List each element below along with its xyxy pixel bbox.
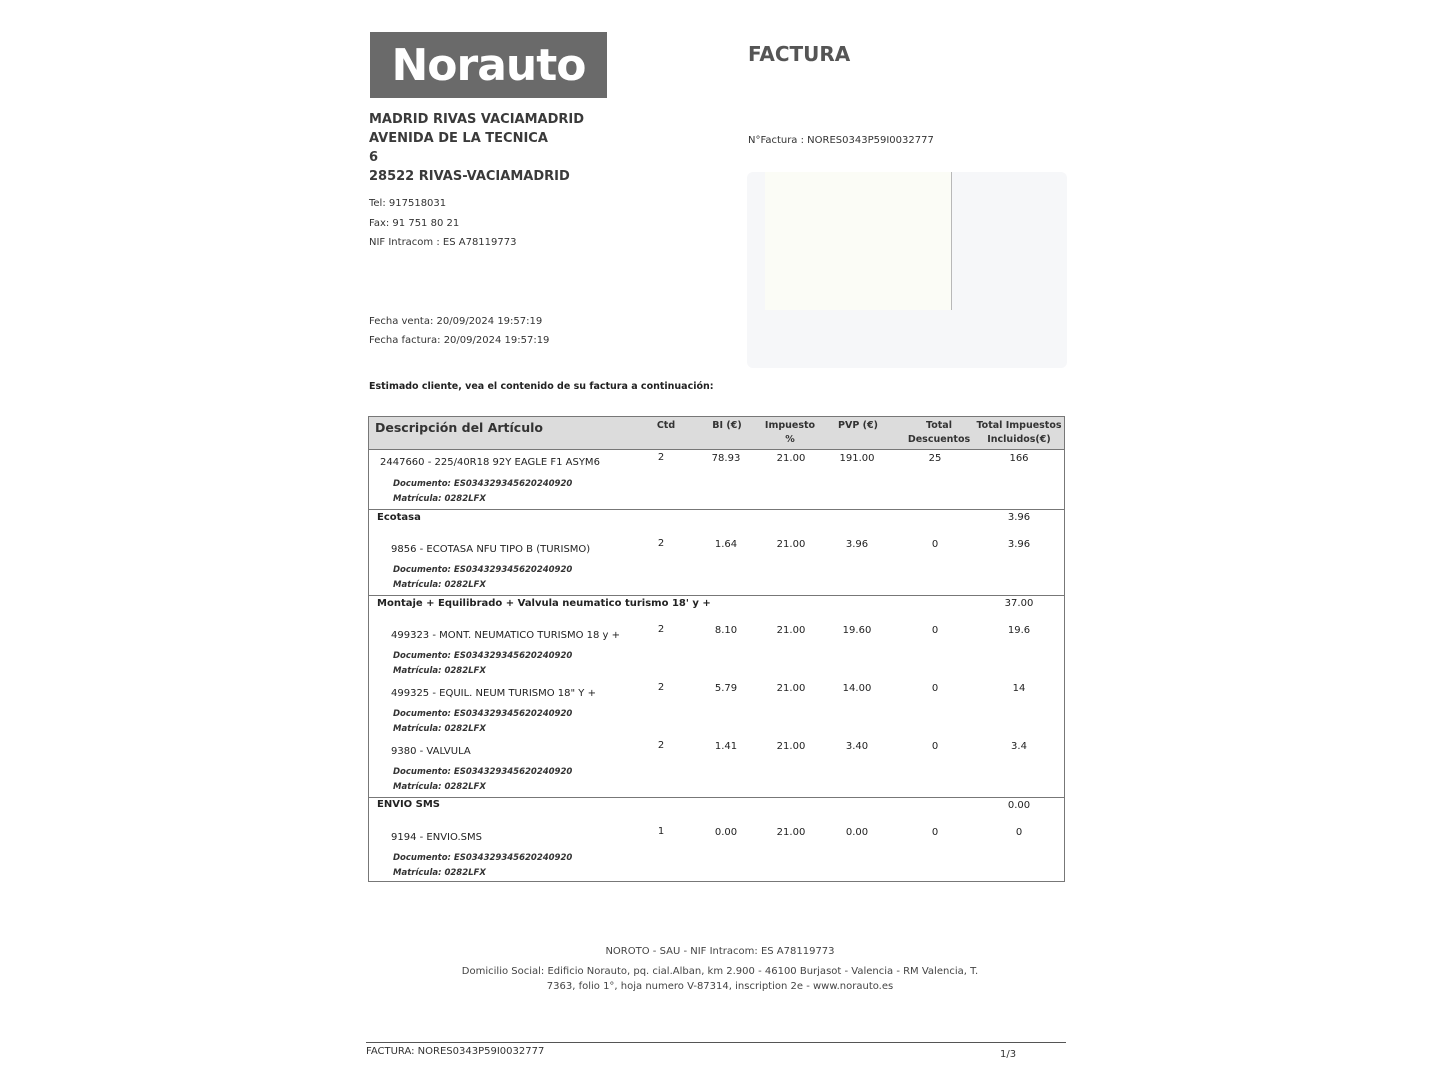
item-description: 2447660 - 225/40R18 92Y EAGLE F1 ASYM6 xyxy=(380,457,600,468)
item-bi: 1.64 xyxy=(714,539,738,550)
footer-address-line2: 7363, folio 1°, hoja numero V-87314, inscription 2e - www.norauto.es xyxy=(546,981,894,992)
item-tax: 21.00 xyxy=(776,625,806,636)
item-tax: 21.00 xyxy=(776,539,806,550)
item-discount: 0 xyxy=(931,539,939,550)
document-title: FACTURA xyxy=(748,42,851,66)
header-description: Descripción del Artículo xyxy=(375,420,543,435)
invoice-table xyxy=(368,416,1065,882)
item-pvp: 0.00 xyxy=(845,827,869,838)
store-street: AVENIDA DE LA TECNICA xyxy=(369,131,548,146)
header-tax-line1: Impuesto xyxy=(764,420,816,431)
item-plate: Matrícula: 0282LFX xyxy=(393,666,486,676)
item-total: 3.4 xyxy=(1011,741,1027,752)
footer-company: NOROTO - SAU - NIF Intracom: ES A78119773 xyxy=(605,946,835,957)
customer-address-box xyxy=(747,172,1067,368)
item-qty: 2 xyxy=(657,740,665,751)
header-qty: Ctd xyxy=(656,420,676,431)
header-tax-line2: % xyxy=(785,434,795,445)
item-description: 499325 - EQUIL. NEUM TURISMO 18" Y + xyxy=(391,688,596,699)
store-city: 28522 RIVAS-VACIAMADRID xyxy=(369,169,570,184)
item-description: 499323 - MONT. NEUMATICO TURISMO 18 y + xyxy=(391,630,621,641)
store-fax: Fax: 91 751 80 21 xyxy=(369,217,460,229)
header-discounts-line2: Descuentos xyxy=(907,434,971,445)
header-total-line1: Total Impuestos xyxy=(976,420,1062,431)
footer-divider xyxy=(366,1042,1066,1043)
greeting-text: Estimado cliente, vea el contenido de su factura a continuación: xyxy=(369,381,714,392)
header-discounts-line1: Total xyxy=(926,420,952,431)
item-description: 9380 - VALVULA xyxy=(391,746,471,757)
item-bi: 0.00 xyxy=(714,827,738,838)
item-bi: 8.10 xyxy=(714,625,738,636)
item-plate: Matrícula: 0282LFX xyxy=(393,724,486,734)
item-total: 166 xyxy=(1009,453,1029,464)
footer-invoice-ref: FACTURA: NORES0343P59I0032777 xyxy=(366,1046,545,1057)
item-discount: 25 xyxy=(928,453,942,464)
group-total: 37.00 xyxy=(1004,598,1034,609)
item-bi: 1.41 xyxy=(714,741,738,752)
item-document: Documento: ES034329345620240920 xyxy=(393,651,573,661)
group-title: ENVIO SMS xyxy=(377,799,440,810)
group-total: 0.00 xyxy=(1007,800,1031,811)
item-discount: 0 xyxy=(931,827,939,838)
item-description: 9856 - ECOTASA NFU TIPO B (TURISMO) xyxy=(391,544,591,555)
item-description: 9194 - ENVIO.SMS xyxy=(391,832,482,843)
invoice-dates xyxy=(369,312,549,350)
redacted-area xyxy=(765,172,952,310)
item-pvp: 14.00 xyxy=(842,683,872,694)
item-plate: Matrícula: 0282LFX xyxy=(393,868,486,878)
group-title: Montaje + Equilibrado + Valvula neumatico turismo 18' y + xyxy=(377,598,711,609)
norauto-logo xyxy=(370,32,607,98)
item-tax: 21.00 xyxy=(776,683,806,694)
header-total xyxy=(975,419,1063,447)
header-total-line2: Incluidos(€) xyxy=(987,434,1051,445)
item-qty: 2 xyxy=(657,682,665,693)
store-number: 6 xyxy=(369,150,379,165)
item-discount: 0 xyxy=(931,625,939,636)
item-tax: 21.00 xyxy=(776,827,806,838)
item-total: 3.96 xyxy=(1007,539,1031,550)
store-name: MADRID RIVAS VACIAMADRID xyxy=(369,112,585,127)
row-divider xyxy=(369,509,1064,510)
store-contact xyxy=(369,194,516,253)
store-nif: NIF Intracom : ES A78119773 xyxy=(369,237,517,248)
logo-text: Norauto xyxy=(391,39,586,91)
header-pvp: PVP (€) xyxy=(838,420,878,431)
item-tax: 21.00 xyxy=(776,453,806,464)
item-document: Documento: ES034329345620240920 xyxy=(393,767,573,777)
item-pvp: 3.96 xyxy=(845,539,869,550)
item-plate: Matrícula: 0282LFX xyxy=(393,494,486,504)
item-discount: 0 xyxy=(931,741,939,752)
item-total: 0 xyxy=(1015,827,1023,838)
row-divider xyxy=(369,797,1064,798)
item-pvp: 19.60 xyxy=(842,625,872,636)
sale-date: Fecha venta: 20/09/2024 19:57:19 xyxy=(369,316,543,327)
item-total: 19.6 xyxy=(1007,625,1031,636)
invoice-date: Fecha factura: 20/09/2024 19:57:19 xyxy=(369,335,550,346)
item-qty: 2 xyxy=(657,452,665,463)
item-qty: 1 xyxy=(657,826,665,837)
item-qty: 2 xyxy=(657,624,665,635)
item-pvp: 191.00 xyxy=(839,453,875,464)
header-bi: BI (€) xyxy=(712,420,742,431)
item-pvp: 3.40 xyxy=(845,741,869,752)
item-plate: Matrícula: 0282LFX xyxy=(393,782,486,792)
item-total: 14 xyxy=(1012,683,1026,694)
header-tax xyxy=(759,419,821,447)
header-discounts xyxy=(904,419,974,447)
item-bi: 5.79 xyxy=(714,683,738,694)
page-number: 1/3 xyxy=(1000,1049,1017,1060)
row-divider xyxy=(369,595,1064,596)
item-qty: 2 xyxy=(657,538,665,549)
item-document: Documento: ES034329345620240920 xyxy=(393,709,573,719)
invoice-number: N°Factura : NORES0343P59I0032777 xyxy=(748,135,934,146)
group-total: 3.96 xyxy=(1007,512,1031,523)
item-document: Documento: ES034329345620240920 xyxy=(393,565,573,575)
store-address xyxy=(369,110,584,186)
item-document: Documento: ES034329345620240920 xyxy=(393,853,573,863)
group-title: Ecotasa xyxy=(377,512,421,523)
store-tel: Tel: 917518031 xyxy=(369,198,447,209)
item-document: Documento: ES034329345620240920 xyxy=(393,479,573,489)
table-header xyxy=(369,417,1064,450)
item-tax: 21.00 xyxy=(776,741,806,752)
item-discount: 0 xyxy=(931,683,939,694)
item-bi: 78.93 xyxy=(711,453,741,464)
footer-address-line1: Domicilio Social: Edificio Norauto, pq. cial.Alban, km 2.900 - 46100 Burjasot - Valencia - RM Valencia, T. xyxy=(461,966,979,977)
item-plate: Matrícula: 0282LFX xyxy=(393,580,486,590)
